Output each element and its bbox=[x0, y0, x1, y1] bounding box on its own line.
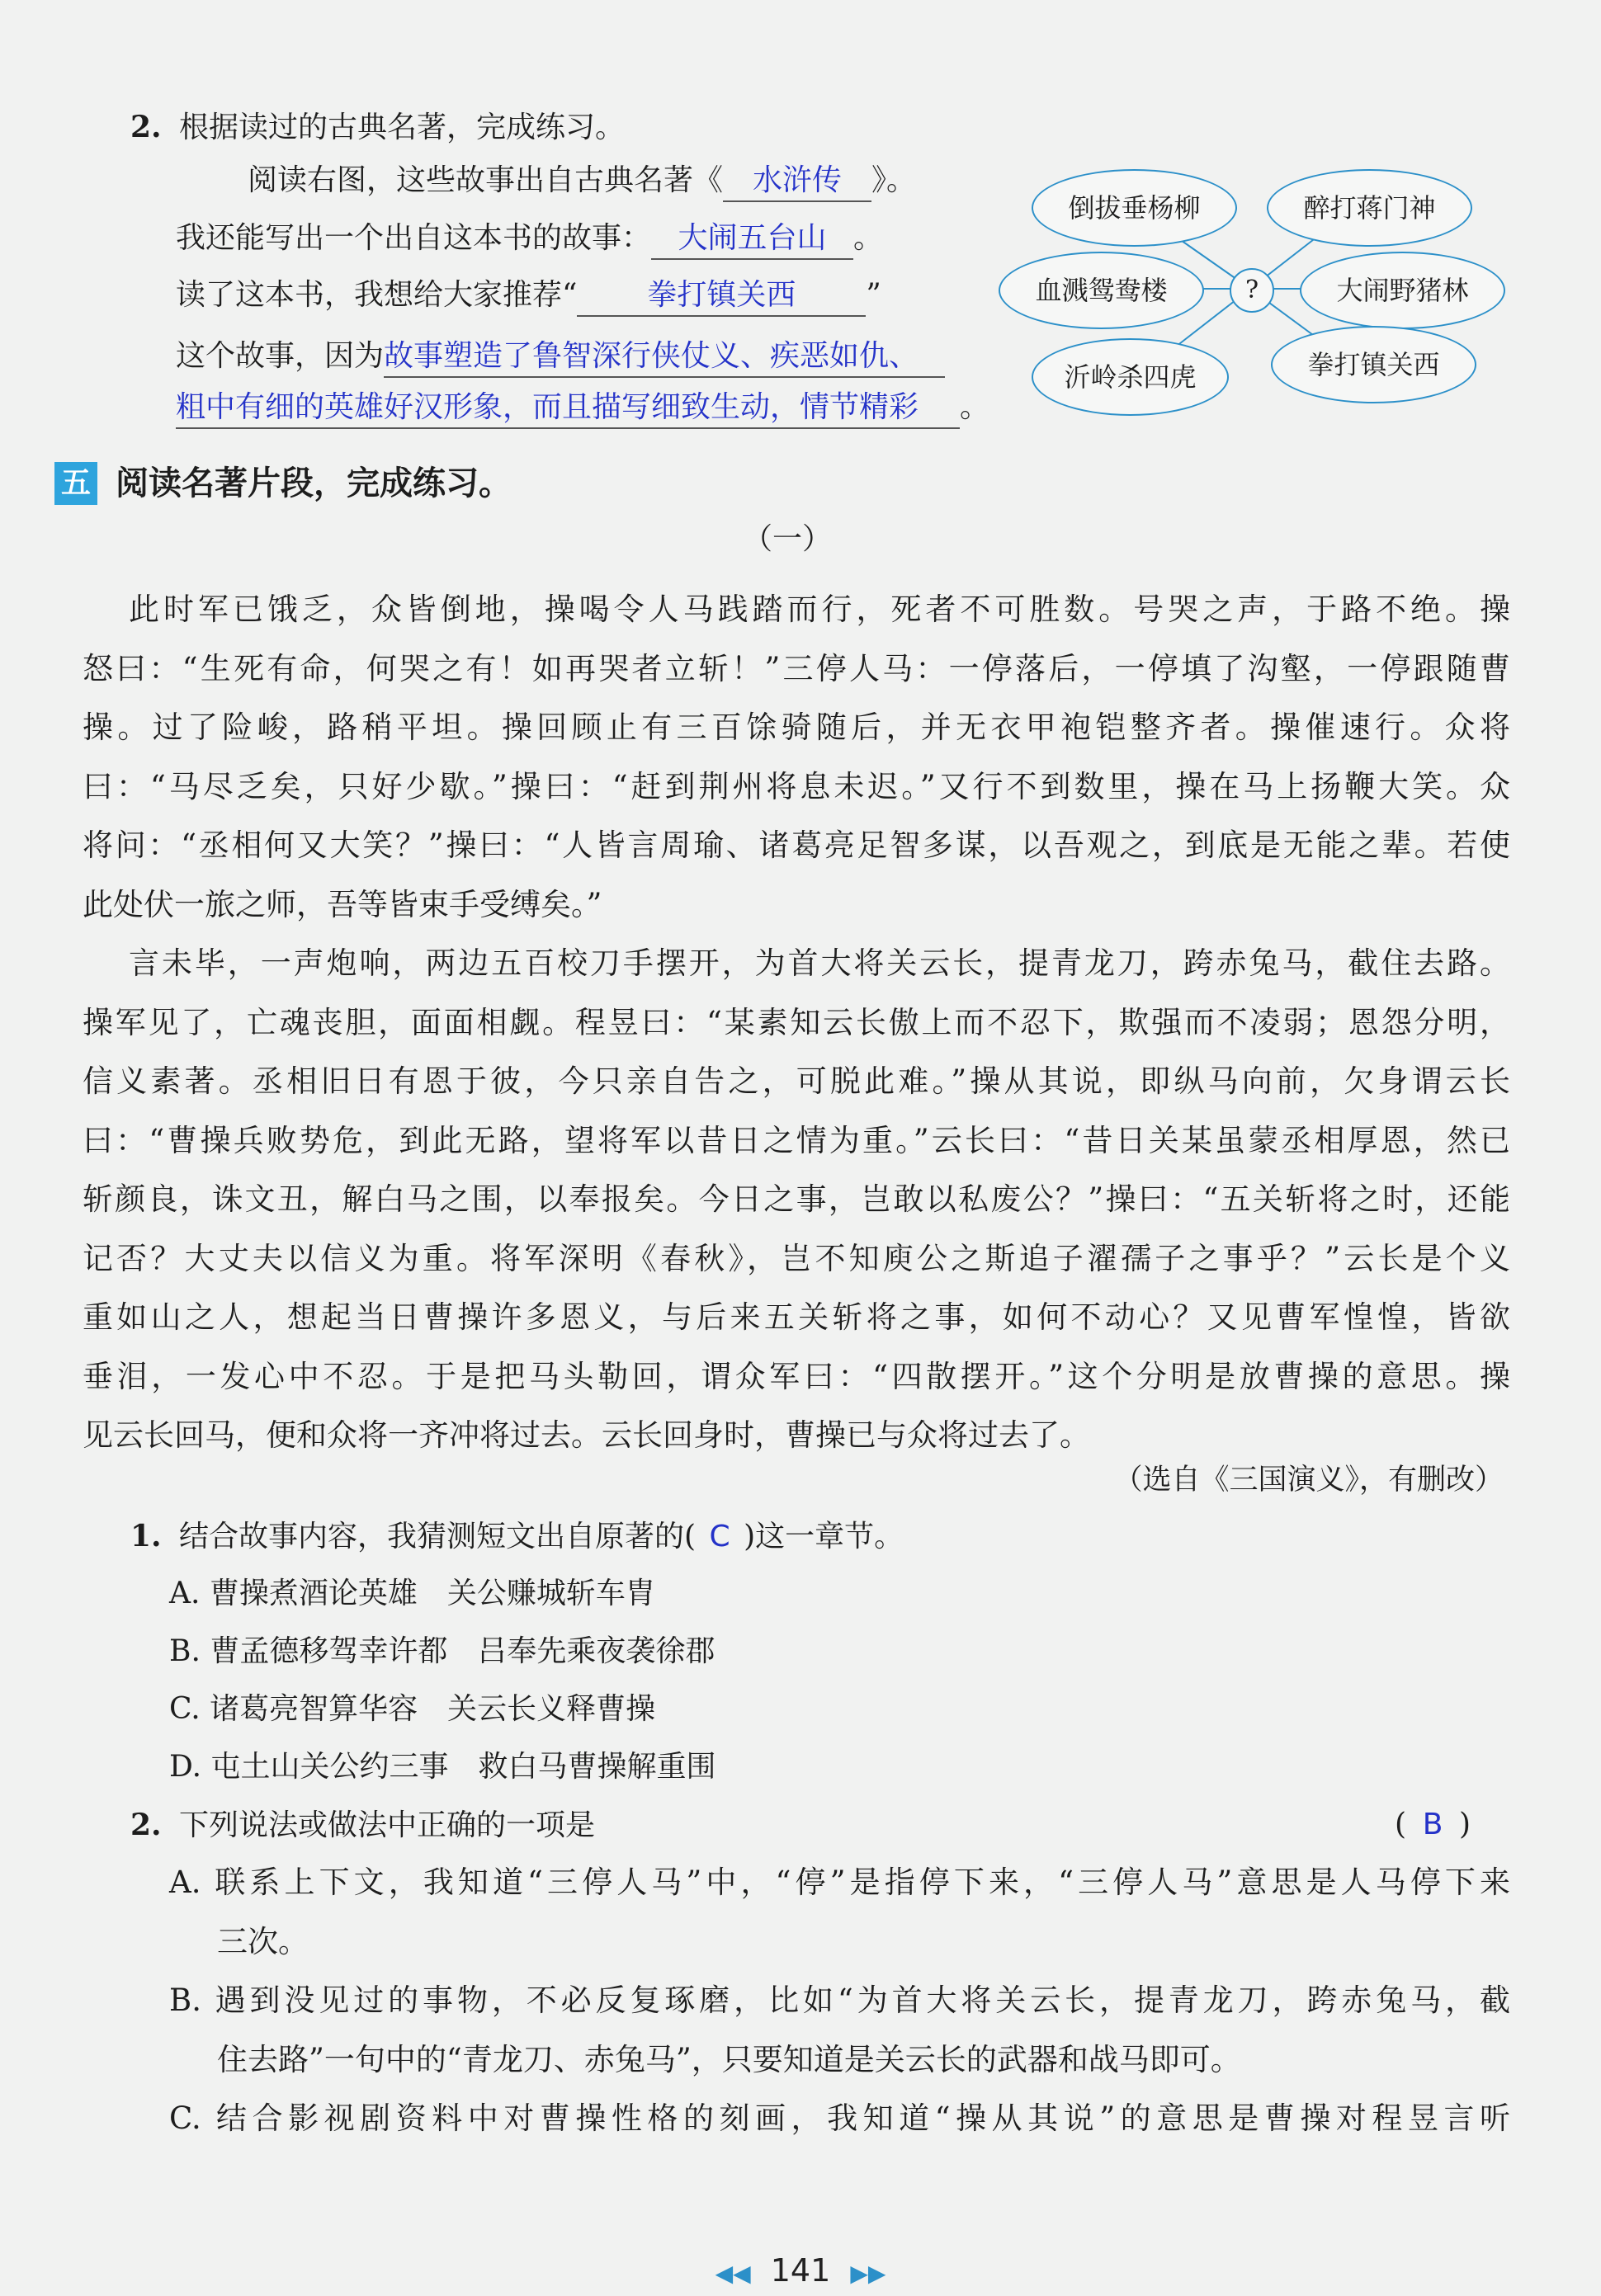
page-footer bbox=[0, 2252, 1601, 2289]
diagram-node bbox=[999, 252, 1204, 329]
diagram-center bbox=[1230, 268, 1274, 313]
question-1-stem bbox=[130, 1516, 904, 1557]
passage-line: 斩颜良，诛文丑，解白马之围，以奉报矣。今日之事，岂敢以私废公？”操曰：“五关斩将之时，还能 bbox=[83, 1181, 1510, 1217]
diagram-node bbox=[1032, 169, 1237, 247]
line-text: 。 bbox=[960, 390, 990, 424]
node-label: 醉打蒋门神 bbox=[1303, 192, 1436, 224]
diagram-node bbox=[1032, 338, 1229, 416]
diagram-node bbox=[1267, 169, 1472, 247]
answer-blank bbox=[384, 337, 945, 378]
section-number-badge: 五 bbox=[54, 462, 97, 505]
handwritten-answer: 水浒传 bbox=[753, 163, 843, 197]
passage-line: 将问：“丞相何又大笑？”操曰：“人皆言周瑜、诸葛亮足智多谋，以吾观之，到底是无能之辈。若使 bbox=[83, 827, 1510, 863]
node-label: 拳打镇关西 bbox=[1307, 349, 1440, 380]
question-2-stem bbox=[130, 1805, 595, 1846]
option-c bbox=[169, 2089, 1510, 2148]
center-label: ? bbox=[1244, 276, 1259, 304]
passage-subtitle: （一） bbox=[743, 522, 833, 556]
question-prompt: 根据读过的古典名著，完成练习。 bbox=[179, 111, 626, 144]
q2-line-1 bbox=[248, 161, 916, 202]
line-text: 我还能写出一个出自这本书的故事： bbox=[176, 221, 652, 255]
line-text: 这个故事，因为 bbox=[176, 339, 385, 373]
passage-line: 操军见了，亡魂丧胆，面面相觑。程昱曰：“某素知云长傲上而不忍下，欺强而不凌弱；恩怨分明， bbox=[83, 1004, 1510, 1040]
question-2-header bbox=[130, 107, 625, 148]
left-arrows-icon: ◀◀ bbox=[715, 2260, 751, 2287]
passage-line: 操。过了险峻，路稍平坦。操回顾止有三百馀骑随后，并无衣甲袍铠整齐者。操催速行。众将 bbox=[83, 710, 1510, 745]
node-label: 血溅鸳鸯楼 bbox=[1035, 275, 1168, 306]
handwritten-answer: 故事塑造了鲁智深行侠仗义、疾恶如仇、 bbox=[384, 339, 919, 373]
line-text: 读了这本书，我想给大家推荐“ bbox=[176, 278, 578, 312]
question-number: 1. bbox=[130, 1519, 162, 1553]
answer-blank bbox=[651, 219, 853, 260]
handwritten-answer: 大闹五台山 bbox=[678, 221, 827, 255]
node-label: 大闹野猪林 bbox=[1336, 275, 1469, 306]
node-label: 沂岭杀四虎 bbox=[1064, 361, 1197, 393]
line-text: 阅读右图，这些故事出自古典名著《 bbox=[248, 163, 724, 197]
answer-blank bbox=[577, 276, 866, 317]
option-line: A. 联系上下文，我知道“三停人马”中，“停”是指停下来，“三停人马”意思是人马停下来 bbox=[169, 1865, 1510, 1900]
option-line: C. 结合影视剧资料中对曹操性格的刻画，我知道“操从其说”的意思是曹操对程昱言听 bbox=[169, 2100, 1510, 2136]
option-b bbox=[169, 1971, 1510, 2089]
question-number: 2. bbox=[130, 1808, 162, 1842]
passage-line: 怒曰：“生死有命，何哭之有！如再哭者立斩！”三停人马：一停落后，一停填了沟壑，一停跟随曹 bbox=[83, 650, 1510, 686]
paren: ( bbox=[1395, 1808, 1407, 1841]
option-a bbox=[169, 1853, 1510, 1971]
answer-bracket bbox=[1395, 1805, 1471, 1845]
q2-line-3 bbox=[176, 276, 881, 317]
handwritten-answer: 粗中有细的英雄好汉形象，而且描写细致生动，情节精彩 bbox=[176, 390, 919, 424]
stem-text: 下列说法或做法中正确的一项是 bbox=[179, 1808, 596, 1842]
option-line: 住去路”一句中的“青龙刀、赤兔马”，只要知道是关云长的武器和战马即可。 bbox=[217, 2041, 1241, 2077]
line-text: 》。 bbox=[871, 163, 917, 197]
section-title: 阅读名著片段，完成练习。 bbox=[116, 464, 512, 502]
node-label: 倒拔垂杨柳 bbox=[1068, 192, 1201, 224]
passage-line: 曰：“马尽乏矣，只好少歇。”操曰：“赶到荆州将息未迟。”又行不到数里，操在马上扬鞭大笑。众 bbox=[83, 768, 1510, 804]
paren: ) bbox=[1459, 1808, 1471, 1841]
passage-line: 重如山之人，想起当日曹操许多恩义，与后来五关斩将之事，如何不动心？又见曹军惶惶，皆欲 bbox=[83, 1299, 1510, 1335]
passage-line: 见云长回马，便和众将一齐冲将过去。云长回身时，曹操已与众将过去了。 bbox=[83, 1417, 1090, 1453]
line-text: ” bbox=[866, 278, 881, 312]
stem-text: 结合故事内容，我猜测短文出自原著的( bbox=[179, 1520, 697, 1553]
option-line: B. 遇到没见过的事物，不必反复琢磨，比如“为首大将关云长，提青龙刀，跨赤兔马，截 bbox=[169, 1982, 1510, 2018]
answer-blank bbox=[723, 161, 871, 202]
passage-line: 此处伏一旅之师，吾等皆束手受缚矣。” bbox=[83, 886, 602, 922]
page-number: 141 bbox=[770, 2252, 831, 2289]
diagram-node bbox=[1271, 326, 1476, 403]
answer-choice: C bbox=[709, 1520, 730, 1553]
handwritten-answer: 拳打镇关西 bbox=[647, 278, 796, 312]
option: A. 曹操煮酒论英雄 关公赚城斩车胄 bbox=[169, 1577, 655, 1610]
option: B. 曹孟德移驾幸许都 吕奉先乘夜袭徐郡 bbox=[169, 1634, 715, 1668]
passage-paragraph-1 bbox=[83, 580, 1510, 934]
passage-line: 信义素著。丞相旧日有恩于彼，今只亲自告之，可脱此难。”操从其说，即纵马向前，欠身谓云长 bbox=[83, 1063, 1510, 1099]
question-number: 2. bbox=[130, 110, 162, 144]
passage-line: 曰：“曹操兵败势危，到此无路，望将军以昔日之情为重。”云长曰：“昔日关某虽蒙丞相厚恩，然已 bbox=[83, 1122, 1510, 1158]
passage-line: 言未毕，一声炮响，两边五百校刀手摆开，为首大将关云长，提青龙刀，跨赤兔马，截住去路。 bbox=[129, 945, 1510, 981]
option: C. 诸葛亮智算华容 关云长义释曹操 bbox=[169, 1692, 656, 1726]
answer-blank bbox=[176, 388, 960, 429]
answer-choice: B bbox=[1422, 1808, 1443, 1841]
q2-line-2 bbox=[176, 219, 883, 260]
stem-text: )这一章节。 bbox=[744, 1520, 904, 1553]
passage-line: 记否？大丈夫以信义为重。将军深明《春秋》，岂不知庾公之斯追子濯孺子之事乎？”云长是个义 bbox=[83, 1240, 1510, 1276]
right-arrows-icon: ▶▶ bbox=[850, 2260, 886, 2287]
diagram-node bbox=[1300, 252, 1505, 329]
line-text: 。 bbox=[853, 221, 884, 255]
option-line: 三次。 bbox=[217, 1923, 309, 1959]
passage-source: （选自《三国演义》，有删改） bbox=[1113, 1464, 1504, 1497]
q2-line-5 bbox=[176, 388, 989, 429]
option: D. 屯土山关公约三事 救白马曹操解重围 bbox=[169, 1750, 716, 1784]
q2-line-4 bbox=[176, 337, 945, 378]
passage-line: 此时军已饿乏，众皆倒地，操喝令人马践踏而行，死者不可胜数。号哭之声，于路不绝。操 bbox=[129, 592, 1510, 627]
passage-line: 垂泪，一发心中不忍。于是把马头勒回，谓众军曰：“四散摆开。”这个分明是放曹操的意思。操 bbox=[83, 1358, 1510, 1394]
passage-paragraph-2 bbox=[83, 934, 1510, 1465]
